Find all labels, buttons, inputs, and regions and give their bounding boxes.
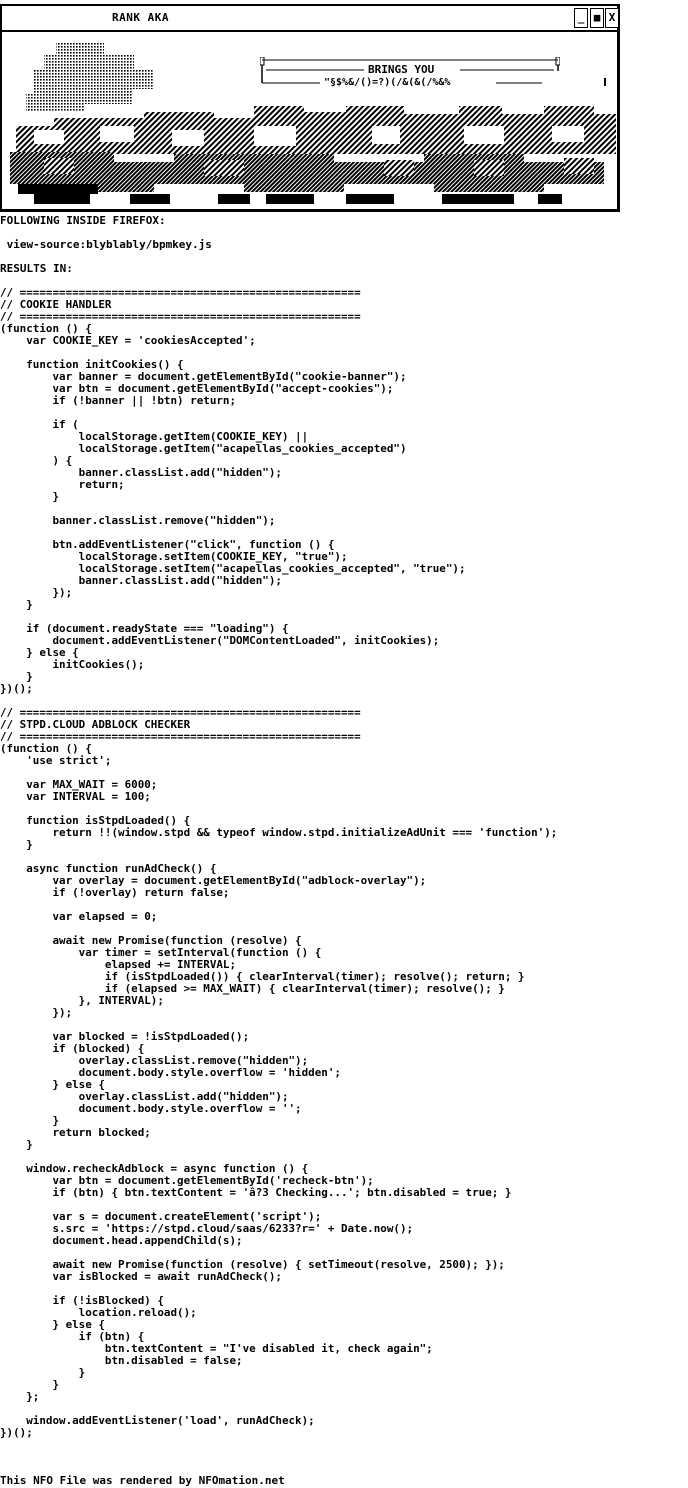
code-line: // STPD.CLOUD ADBLOCK CHECKER — [0, 718, 191, 731]
code-line: localStorage.setItem(COOKIE_KEY, "true"); — [0, 550, 348, 563]
intro-line-1: FOLLOWING INSIDE FIREFOX: — [0, 214, 166, 227]
code-line: // ==================================================== — [0, 730, 361, 743]
code-line: document.addEventListener("DOMContentLoaded", initCookies); — [0, 634, 440, 647]
code-line: if (!isBlocked) { — [0, 1294, 164, 1307]
code-line: if ( — [0, 418, 79, 431]
code-line: } — [0, 1378, 60, 1391]
code-line: location.reload(); — [0, 1306, 197, 1319]
code-line: ) { — [0, 454, 73, 467]
code-line: if (elapsed >= MAX_WAIT) { clearInterval(timer); resolve(); } — [0, 982, 505, 995]
code-line: }); — [0, 586, 73, 599]
code-line: // ==================================================== — [0, 310, 361, 323]
code-line: await new Promise(function (resolve) { — [0, 934, 302, 947]
minimize-button[interactable]: _ — [574, 8, 588, 28]
code-line: s.src = 'https://stpd.cloud/saas/6233?r=' + Date.now(); — [0, 1222, 414, 1235]
code-line: } — [0, 1138, 33, 1151]
code-line: var s = document.createElement('script'); — [0, 1210, 322, 1223]
code-line: if (blocked) { — [0, 1042, 145, 1055]
code-line: banner.classList.remove("hidden"); — [0, 514, 276, 527]
code-line: // ==================================================== — [0, 706, 361, 719]
code-line: } — [0, 1366, 86, 1379]
code-line: elapsed += INTERVAL; — [0, 958, 237, 971]
code-line: } — [0, 670, 33, 683]
code-line: if (!overlay) return false; — [0, 886, 230, 899]
footer-credit: This NFO File was rendered by NFOmation.net — [0, 1474, 285, 1487]
code-line: btn.textContent = "I've disabled it, check again"; — [0, 1342, 433, 1355]
nfo-window — [0, 4, 620, 212]
code-line: banner.classList.add("hidden"); — [0, 466, 282, 479]
code-line: var btn = document.getElementById("accept-cookies"); — [0, 382, 394, 395]
code-line: var overlay = document.getElementById("adblock-overlay"); — [0, 874, 427, 887]
code-line: var isBlocked = await runAdCheck(); — [0, 1270, 282, 1283]
code-line: initCookies(); — [0, 658, 145, 671]
intro-line-2: view-source:blyblably/bpmkey.js — [0, 238, 212, 251]
code-line: if (btn) { btn.textContent = 'â?3 Checking...'; btn.disabled = true; } — [0, 1186, 512, 1199]
code-line: localStorage.setItem("acapellas_cookies_accepted", "true"); — [0, 562, 466, 575]
code-line: localStorage.getItem(COOKIE_KEY) || — [0, 430, 309, 443]
code-line: function isStpdLoaded() { — [0, 814, 191, 827]
code-line: })(); — [0, 682, 33, 695]
code-line: var blocked = !isStpdLoaded(); — [0, 1030, 250, 1043]
code-line: document.head.appendChild(s); — [0, 1234, 243, 1247]
code-line — [0, 407, 557, 419]
code-line: var COOKIE_KEY = 'cookiesAccepted'; — [0, 334, 256, 347]
code-line: window.addEventListener('load', runAdCheck); — [0, 1414, 315, 1427]
maximize-button[interactable]: ■ — [590, 8, 604, 28]
code-line: (function () { — [0, 322, 92, 335]
code-line: if (isStpdLoaded()) { clearInterval(timer); resolve(); return; } — [0, 970, 525, 983]
code-line: } — [0, 490, 60, 503]
code-line: var MAX_WAIT = 6000; — [0, 778, 158, 791]
window-title: RANK AKA — [112, 11, 169, 24]
code-line: overlay.classList.remove("hidden"); — [0, 1054, 309, 1067]
code-line: 'use strict'; — [0, 754, 112, 767]
close-button[interactable]: X — [605, 8, 619, 28]
code-line: } — [0, 1114, 60, 1127]
code-line: var elapsed = 0; — [0, 910, 158, 923]
code-line: } else { — [0, 646, 79, 659]
code-line: var banner = document.getElementById("cookie-banner"); — [0, 370, 407, 383]
code-line: return; — [0, 478, 125, 491]
code-line: var btn = document.getElementById('recheck-btn'); — [0, 1174, 374, 1187]
code-line: (function () { — [0, 742, 92, 755]
code-line: return blocked; — [0, 1126, 151, 1139]
code-line: // COOKIE HANDLER — [0, 298, 112, 311]
code-line: } — [0, 598, 33, 611]
code-line: var INTERVAL = 100; — [0, 790, 151, 803]
code-line: btn.disabled = false; — [0, 1354, 243, 1367]
code-line: banner.classList.add("hidden"); — [0, 574, 282, 587]
code-line: async function runAdCheck() { — [0, 862, 217, 875]
code-line: function initCookies() { — [0, 358, 184, 371]
code-line: } else { — [0, 1318, 105, 1331]
code-line: btn.addEventListener("click", function () { — [0, 538, 335, 551]
code-line: return !!(window.stpd && typeof window.stpd.initializeAdUnit === 'function'); — [0, 826, 558, 839]
code-line: if (btn) { — [0, 1330, 145, 1343]
code-line: })(); — [0, 1426, 33, 1439]
code-line: // ==================================================== — [0, 286, 361, 299]
code-line: } else { — [0, 1078, 105, 1091]
code-line: }); — [0, 1006, 73, 1019]
code-line: }, INTERVAL); — [0, 994, 164, 1007]
code-line: if (!banner || !btn) return; — [0, 394, 237, 407]
code-line: var timer = setInterval(function () { — [0, 946, 322, 959]
code-line: overlay.classList.add("hidden"); — [0, 1090, 289, 1103]
title-bar[interactable] — [2, 6, 617, 32]
code-line: document.body.style.overflow = ''; — [0, 1102, 302, 1115]
banner-sub-text: "§$%&/()=?)(/&(&(/%&% — [324, 77, 451, 88]
source-code-block — [0, 287, 557, 1439]
code-line: if (document.readyState === "loading") { — [0, 622, 289, 635]
code-line: await new Promise(function (resolve) { setTimeout(resolve, 2500); }); — [0, 1258, 505, 1271]
code-line: }; — [0, 1390, 40, 1403]
intro-line-3: RESULTS IN: — [0, 262, 73, 275]
code-line: } — [0, 838, 33, 851]
code-line: window.recheckAdblock = async function () { — [0, 1162, 309, 1175]
brings-you-banner — [260, 57, 560, 89]
code-line: document.body.style.overflow = 'hidden'; — [0, 1066, 341, 1079]
banner-main-text: BRINGS YOU — [368, 63, 435, 76]
code-line: localStorage.getItem("acapellas_cookies_accepted") — [0, 442, 407, 455]
